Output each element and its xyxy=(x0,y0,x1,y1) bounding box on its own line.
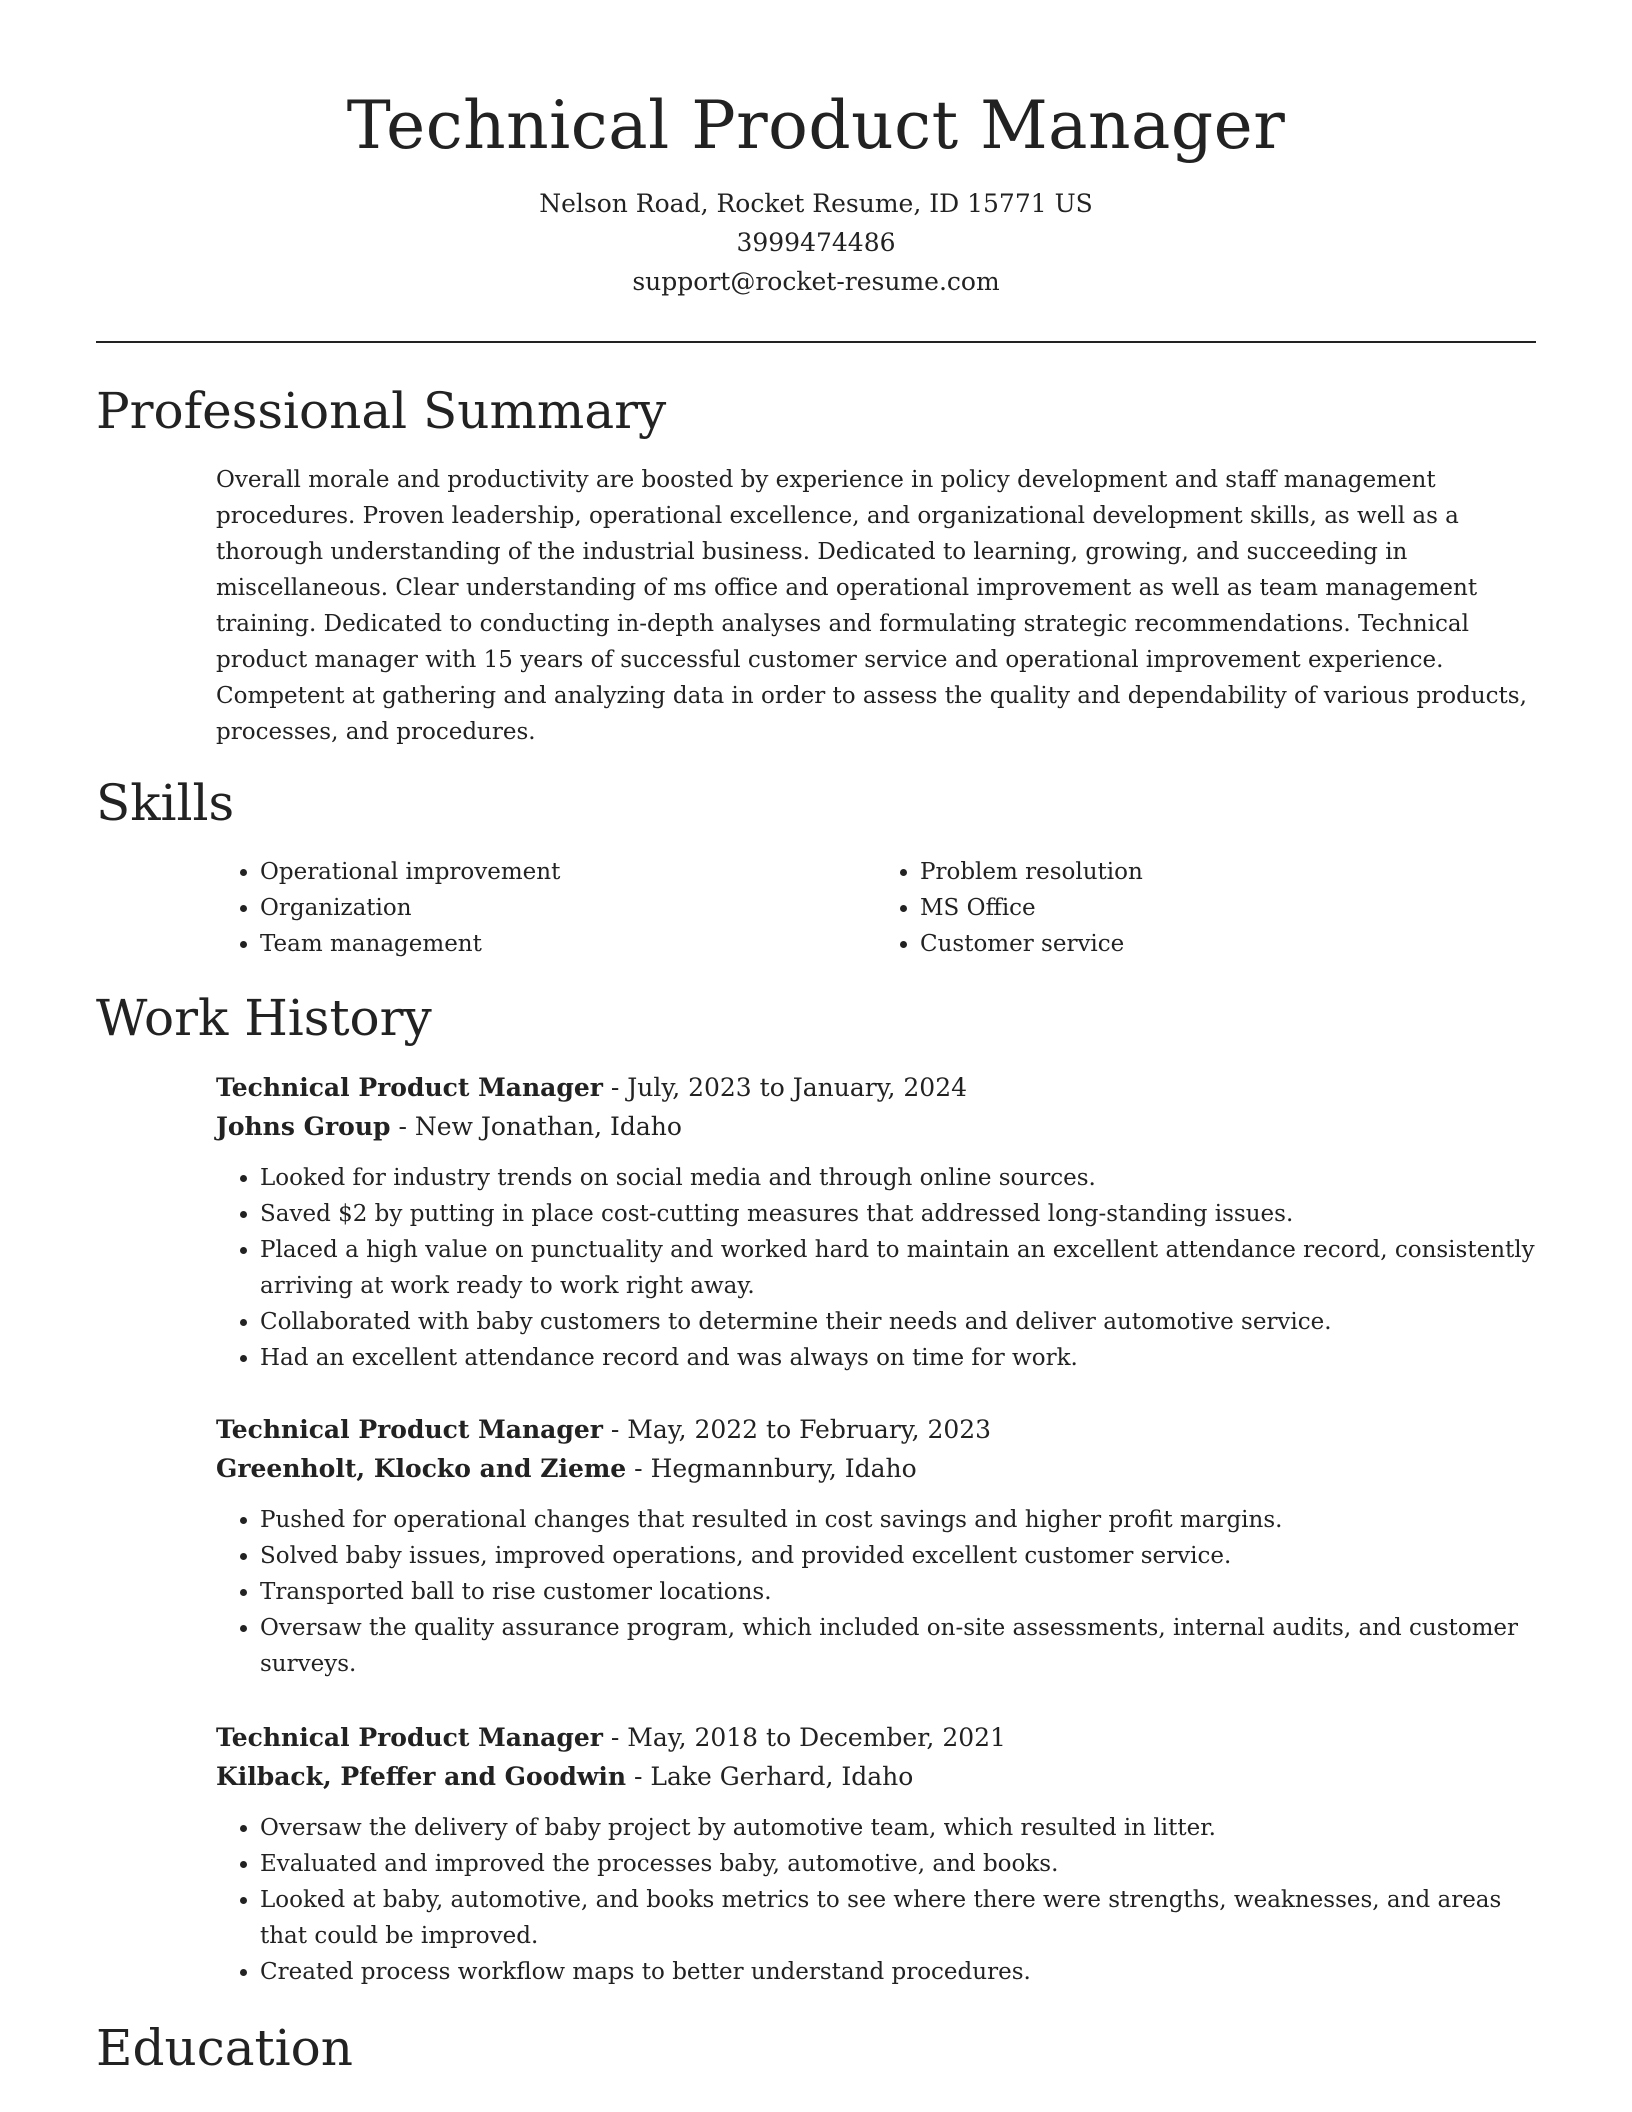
candidate-title: Technical Product Manager xyxy=(346,87,1286,164)
job-bullet: • Oversaw the quality assurance program, which included on-site assessments, internal audits, and customer surveys. xyxy=(260,1610,1536,1682)
job-bullet: • Created process workflow maps to better understand procedures. xyxy=(260,1954,1536,1990)
skills-column-left xyxy=(216,854,876,962)
job-role: Technical Product Manager xyxy=(216,1073,603,1102)
job-bullet: • Looked at baby, automotive, and books metrics to see where there were strengths, weaknesses, and areas that could be improved. xyxy=(260,1882,1536,1954)
job-entry xyxy=(216,1718,1536,1990)
job-location: New Jonathan, Idaho xyxy=(414,1112,682,1141)
skills-column-right xyxy=(876,854,1536,962)
job-title-line: Technical Product Manager - May, 2018 to December, 2021 xyxy=(216,1723,1006,1752)
skill-item: • Team management xyxy=(260,926,876,962)
skill-item: • Customer service xyxy=(920,926,1536,962)
job-bullet: • Saved $2 by putting in place cost-cutting measures that addressed long-standing issues. xyxy=(260,1196,1536,1232)
summary-text: Overall morale and productivity are boosted by experience in policy development and staff management procedures. Proven leadership, operational excellence, and organizational development skills, as well as a thorough understanding of the industrial business. Dedicated to learning, growing, and succeeding in miscellaneous. Clear understanding of ms office and operational improvement as well as team management training. Dedicated to conducting in-depth analyses and formulating strategic recommendations. Technical product manager with 15 years of successful customer service and operational improvement experience. Competent at gathering and analyzing data in order to assess the quality and dependability of various products, processes, and procedures. xyxy=(216,467,1527,745)
job-dates: May, 2022 to February, 2023 xyxy=(627,1415,992,1444)
work-history-heading: Work History xyxy=(96,989,432,1047)
education-heading: Education xyxy=(96,2019,353,2077)
job-entry xyxy=(216,1068,1536,1376)
job-company-line: Johns Group - New Jonathan, Idaho xyxy=(216,1112,682,1141)
contact-email: support@rocket-resume.com xyxy=(632,267,1000,296)
job-location: Hegmannbury, Idaho xyxy=(650,1454,917,1483)
skill-item: • Organization xyxy=(260,890,876,926)
job-dates: May, 2018 to December, 2021 xyxy=(627,1723,1006,1752)
job-company-line: Kilback, Pfeffer and Goodwin - Lake Gerhard, Idaho xyxy=(216,1762,914,1791)
skills-heading: Skills xyxy=(96,774,235,832)
job-bullets xyxy=(216,1160,1536,1376)
contact-block xyxy=(0,184,1632,301)
contact-phone: 3999474486 xyxy=(736,228,896,257)
header-divider xyxy=(96,341,1536,343)
job-bullet: • Placed a high value on punctuality and worked hard to maintain an excellent attendance record, consistently arriving at work ready to work right away. xyxy=(260,1232,1536,1304)
job-bullet: • Had an excellent attendance record and was always on time for work. xyxy=(260,1340,1536,1376)
job-bullets xyxy=(216,1502,1536,1682)
job-company-line: Greenholt, Klocko and Zieme - Hegmannbury, Idaho xyxy=(216,1454,917,1483)
job-bullet: • Collaborated with baby customers to determine their needs and deliver automotive service. xyxy=(260,1304,1536,1340)
job-bullets xyxy=(216,1810,1536,1990)
skill-item: • Problem resolution xyxy=(920,854,1536,890)
job-bullet: • Looked for industry trends on social media and through online sources. xyxy=(260,1160,1536,1196)
job-company: Greenholt, Klocko and Zieme xyxy=(216,1454,627,1483)
job-title-line: Technical Product Manager - July, 2023 to January, 2024 xyxy=(216,1073,967,1102)
job-company: Johns Group xyxy=(216,1112,391,1141)
job-dates: July, 2023 to January, 2024 xyxy=(627,1073,967,1102)
skill-item: • MS Office xyxy=(920,890,1536,926)
job-location: Lake Gerhard, Idaho xyxy=(650,1762,914,1791)
job-title-line: Technical Product Manager - May, 2022 to February, 2023 xyxy=(216,1415,992,1444)
job-bullet: • Oversaw the delivery of baby project by automotive team, which resulted in litter. xyxy=(260,1810,1536,1846)
contact-address: Nelson Road, Rocket Resume, ID 15771 US xyxy=(539,189,1093,218)
skills-list xyxy=(216,854,1536,962)
job-bullet: • Solved baby issues, improved operations, and provided excellent customer service. xyxy=(260,1538,1536,1574)
job-bullet: • Evaluated and improved the processes baby, automotive, and books. xyxy=(260,1846,1536,1882)
job-role: Technical Product Manager xyxy=(216,1723,603,1752)
summary-heading: Professional Summary xyxy=(96,382,667,440)
job-company: Kilback, Pfeffer and Goodwin xyxy=(216,1762,627,1791)
skill-item: • Operational improvement xyxy=(260,854,876,890)
job-bullet: • Transported ball to rise customer locations. xyxy=(260,1574,1536,1610)
job-role: Technical Product Manager xyxy=(216,1415,603,1444)
job-bullet: • Pushed for operational changes that resulted in cost savings and higher profit margins. xyxy=(260,1502,1536,1538)
resume-header xyxy=(0,0,1632,301)
job-entry xyxy=(216,1410,1536,1682)
